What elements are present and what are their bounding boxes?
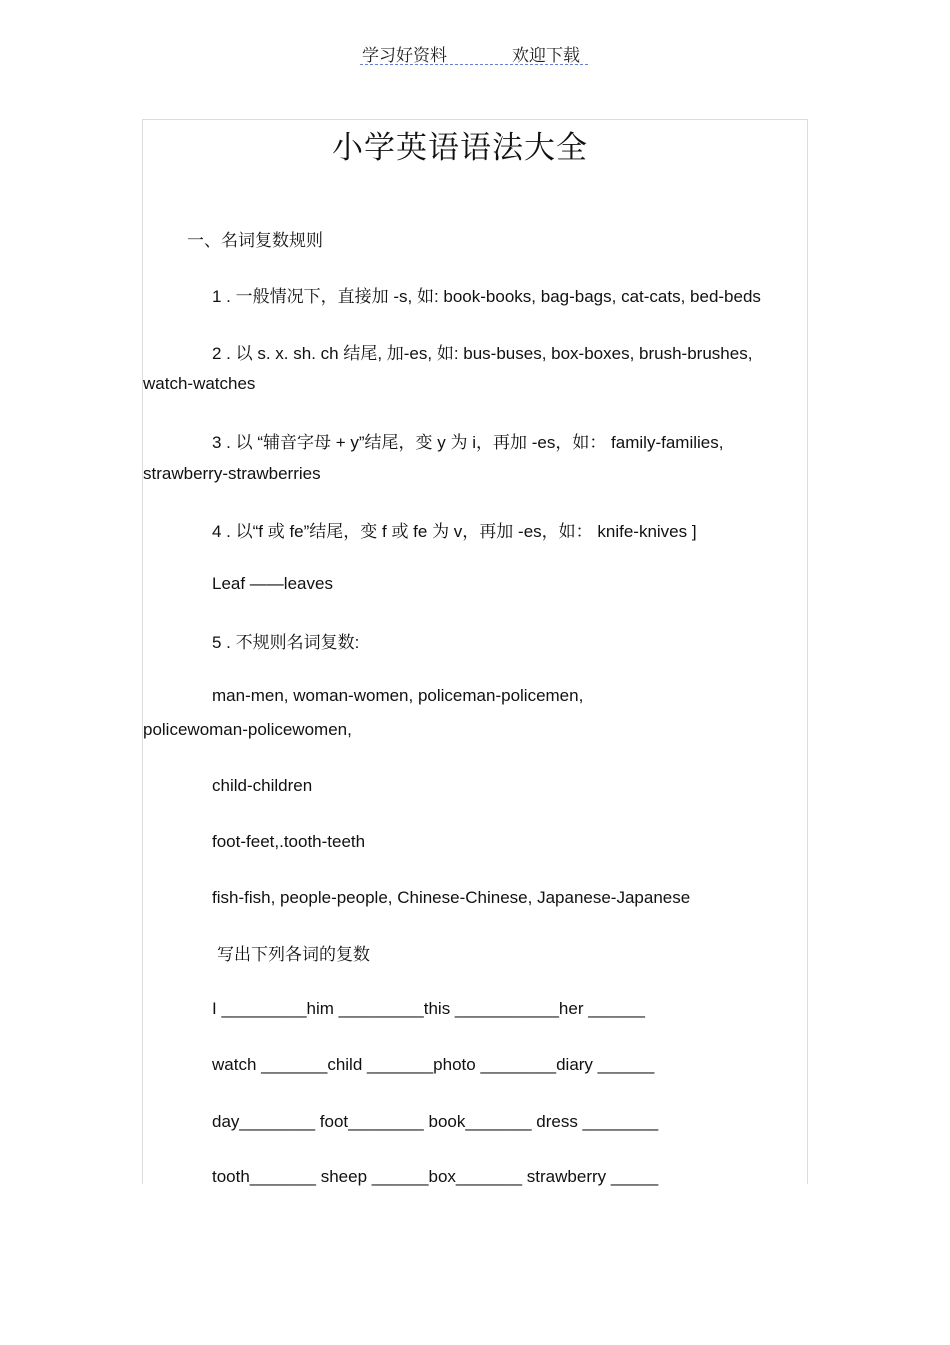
rule-3-line-1: 3 . 以 “辅音字母 + y”结尾，变 y 为 i，再加 -es，如： family-families,	[212, 433, 724, 452]
rule-2-line-1: 2 . 以 s. x. sh. ch 结尾, 加-es, 如: bus-buses, box-boxes, brush-brushes,	[212, 344, 753, 363]
irregular-plurals-line-4: foot-feet,.tooth-teeth	[212, 832, 366, 851]
rule-5-heading: 5 . 不规则名词复数:	[212, 633, 360, 652]
irregular-plurals-line-1: man-men, woman-women, policeman-policemen,	[212, 686, 584, 705]
rule-3-line-2: strawberry-strawberries	[143, 464, 321, 483]
irregular-plurals-line-3: child-children	[212, 776, 313, 795]
document-title: 小学英语语法大全	[332, 130, 588, 166]
exercise-row-4: tooth_______ sheep ______box_______ strawberry _____	[212, 1167, 659, 1186]
rule-4-line-1: 4 . 以“f 或 fe”结尾，变 f 或 fe 为 v，再加 -es，如： knife-knives ]	[212, 522, 697, 541]
header-right-text: 欢迎下载	[512, 46, 580, 66]
rule-4-line-2: Leaf ——leaves	[212, 574, 333, 593]
rule-2-line-2: watch-watches	[143, 374, 256, 393]
exercise-heading: 写出下列各词的复数	[217, 945, 370, 965]
irregular-plurals-line-5: fish-fish, people-people, Chinese-Chinese, Japanese-Japanese	[212, 888, 691, 907]
header-left-text: 学习好资料	[362, 46, 447, 66]
exercise-row-1: I _________him _________this ___________her ______	[212, 999, 645, 1018]
exercise-row-2: watch _______child _______photo ________diary ______	[212, 1055, 655, 1074]
section-heading-plural-rules: 一、名词复数规则	[187, 231, 323, 251]
page-header	[360, 40, 588, 65]
exercise-row-3: day________ foot________ book_______ dress ________	[212, 1112, 659, 1131]
rule-1: 1 . 一般情况下，直接加 -s, 如: book-books, bag-bags, cat-cats, bed-beds	[212, 287, 761, 306]
irregular-plurals-line-2: policewoman-policewomen,	[143, 720, 352, 739]
